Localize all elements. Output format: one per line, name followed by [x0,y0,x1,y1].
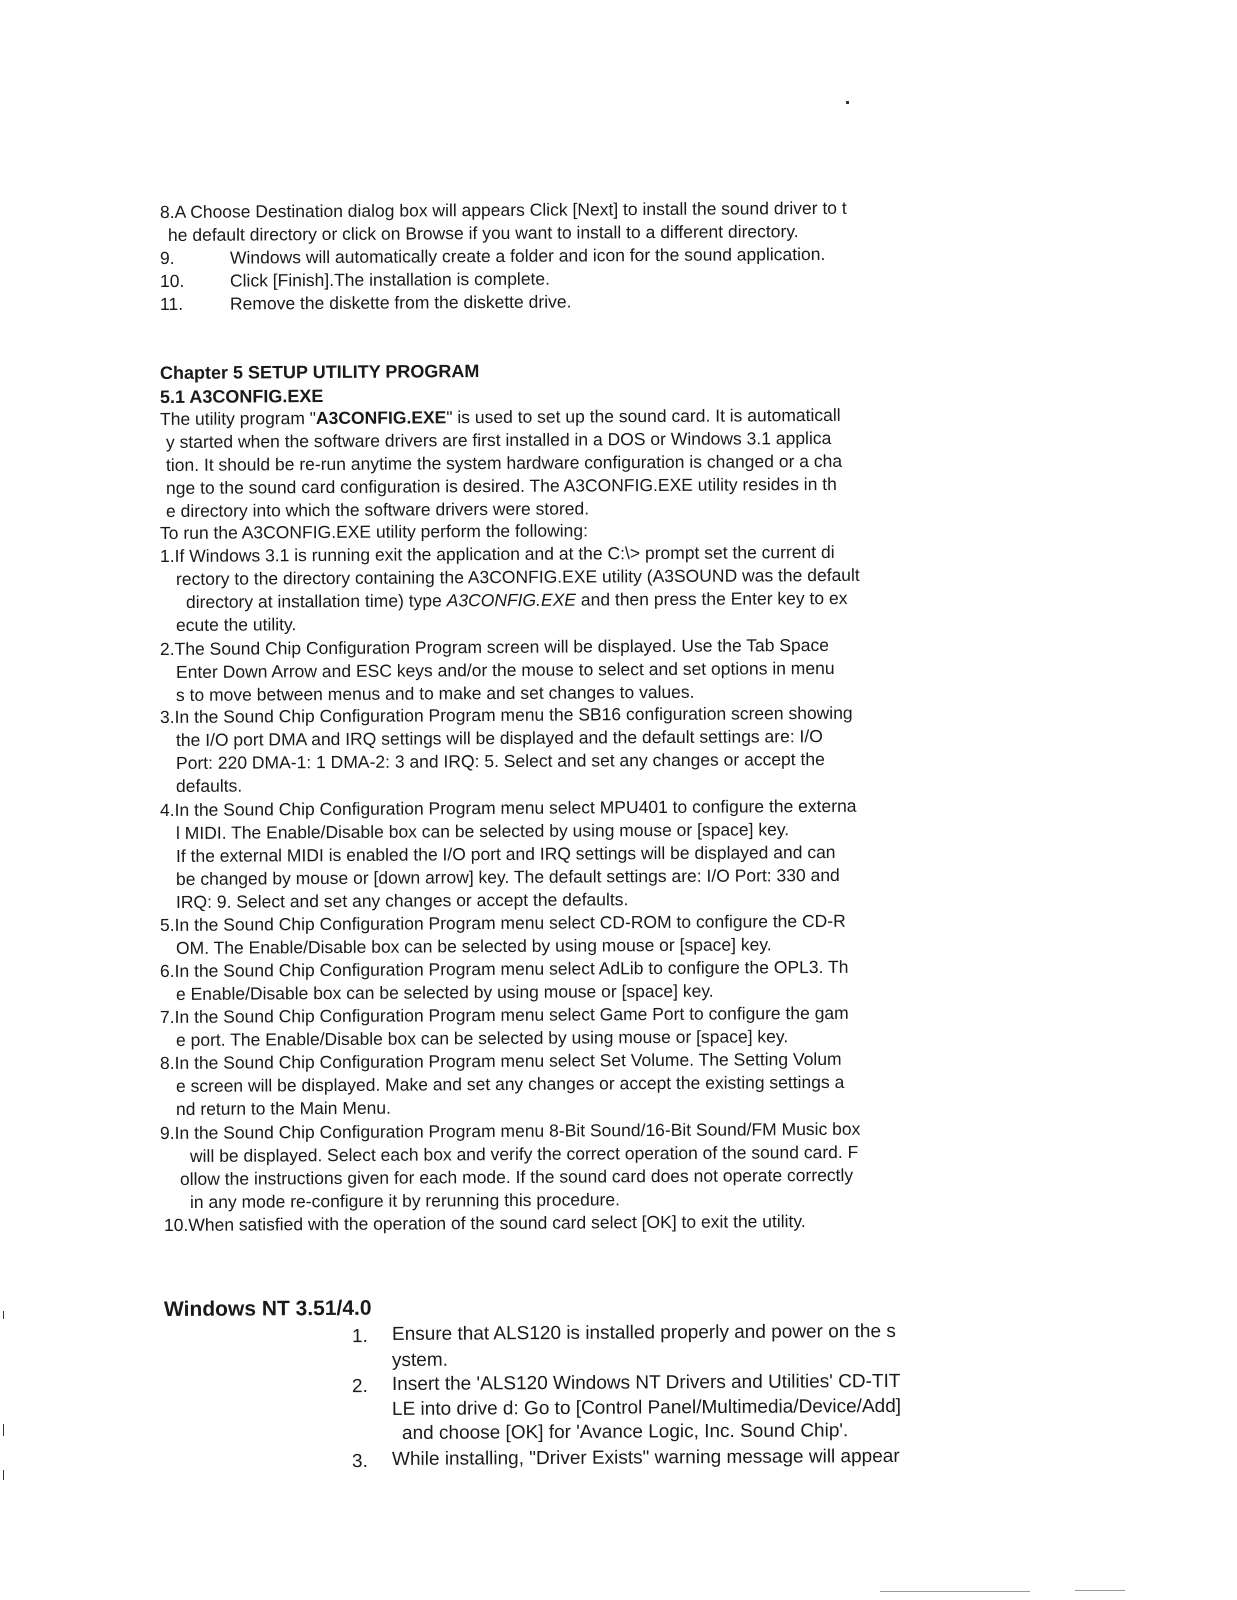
utility-name-bold: A3CONFIG.EXE [315,407,447,429]
proc-step-9-line-4: in any mode re-configure it by rerunning this procedure. [189,1189,621,1212]
intro-line-4: nge to the sound card configuration is desired. The A3CONFIG.EXE utility resides in th [165,473,837,498]
proc-text: directory at installation time) type [185,590,447,612]
proc-step-2-line-2: Enter Down Arrow and ESC keys and/or the mouse to select and set options in menu [175,657,835,682]
step-text: Remove the diskette from the diskette drive. [229,291,572,314]
nt-step-1-line-2: ystem. [391,1349,449,1371]
intro-text: " is used to set up the sound card. It is automaticall [446,404,841,428]
proc-step-9-line-1: 9.In the Sound Chip Configuration Program menu 8-Bit Sound/16-Bit Sound/FM Music box [159,1118,861,1143]
proc-step-3-line-4: defaults. [175,775,243,796]
intro-text: The utility program " [159,408,317,429]
proc-step-8-line-3: nd return to the Main Menu. [175,1097,392,1119]
step-number: 9. [159,247,175,268]
proc-text: and then press the Enter key to ex [575,587,848,610]
step-number: 11. [159,293,184,314]
nt-step-2-line-2: LE into drive d: Go to [Control Panel/Multimedia/Device/Add] [391,1395,902,1420]
proc-step-9-line-3: ollow the instructions given for each mode. If the sound card does not operate correctly [179,1164,854,1189]
intro-line-6: To run the A3CONFIG.EXE utility perform the following: [159,520,589,543]
proc-step-2-line-3: s to move between menus and to make and set changes to values. [175,681,695,705]
install-step-8a-line-1: 8.A Choose Destination dialog box will appears Click [Next] to install the sound driver to t [159,197,847,222]
proc-step-4-line-3: If the external MIDI is enabled the I/O port and IRQ settings will be displayed and can [175,841,836,866]
nt-step-number: 2. [351,1376,368,1398]
install-step-8a-line-2: he default directory or click on Browse if you want to install to a different directory. [167,221,799,245]
intro-line-3: tion. It should be re-run anytime the system hardware configuration is changed or a cha [165,450,843,475]
intro-line-5: e directory into which the software drivers were stored. [165,498,590,521]
nt-step-number: 1. [351,1326,368,1348]
nt-step-2-line-1: Insert the 'ALS120 Windows NT Drivers and Utilities' CD-TIT [391,1370,901,1395]
proc-step-6-line-1: 6.In the Sound Chip Configuration Program menu select AdLib to configure the OPL3. Th [159,956,849,981]
proc-step-3-line-3: Port: 220 DMA-1: 1 DMA-2: 3 and IRQ: 5. Select and set any changes or accept the [175,749,825,773]
section-title: 5.1 A3CONFIG.EXE [159,386,324,407]
proc-step-10: 10.When satisfied with the operation of the sound card select [OK] to exit the utility. [163,1211,806,1235]
scan-edge-mark [1075,1590,1125,1591]
scan-speck [3,1311,4,1319]
proc-step-6-line-2: e Enable/Disable box can be selected by using mouse or [space] key. [175,980,714,1004]
proc-step-4-line-2: l MIDI. The Enable/Disable box can be selected by using mouse or [space] key. [175,819,790,843]
proc-step-2-line-1: 2.The Sound Chip Configuration Program screen will be displayed. Use the Tab Space [159,634,829,659]
proc-step-4-line-1: 4.In the Sound Chip Configuration Program menu select MPU401 to configure the externa [159,795,857,820]
install-step-11 [160,288,1040,316]
proc-step-7-line-1: 7.In the Sound Chip Configuration Program menu select Game Port to configure the gam [159,1002,849,1027]
proc-step-4-line-5: IRQ: 9. Select and set any changes or accept the defaults. [175,889,629,912]
intro-line-2: y started when the software drivers are first installed in a DOS or Windows 3.1 applica [165,427,832,452]
scan-speck [3,1424,4,1436]
nt-step-2-line-3: and choose [OK] for 'Avance Logic, Inc. Sound Chip'. [401,1420,849,1444]
proc-step-3-line-1: 3.In the Sound Chip Configuration Program menu the SB16 configuration screen showing [159,702,853,727]
nt-step-number: 3. [351,1451,368,1473]
proc-step-1-line-4: ecute the utility. [175,614,297,635]
nt-step-3-line-1: While installing, "Driver Exists" warning message will appear [391,1445,900,1470]
scan-edge-mark [880,1591,1030,1592]
proc-step-8-line-2: e screen will be displayed. Make and set any changes or accept the existing settings a [175,1071,845,1096]
step-number: 10. [159,270,185,291]
proc-step-5-line-2: OM. The Enable/Disable box can be selected by using mouse or [space] key. [175,934,772,958]
nt-step-1-line-1: Ensure that ALS120 is installed properly and power on the s [391,1320,896,1345]
proc-step-5-line-1: 5.In the Sound Chip Configuration Program menu select CD-ROM to configure the CD-R [159,910,846,935]
proc-step-4-line-4: be changed by mouse or [down arrow] key. The default settings are: I/O Port: 330 and [175,864,840,889]
step-text: Click [Finish].The installation is complete. [229,268,551,291]
proc-step-9-line-2: will be displayed. Select each box and verify the correct operation of the sound card. F [189,1141,859,1166]
utility-name-italic: A3CONFIG.EXE [446,589,577,611]
proc-step-8-line-1: 8.In the Sound Chip Configuration Program menu select Set Volume. The Setting Volum [159,1048,842,1073]
step-text: Windows will automatically create a folder and icon for the sound application. [229,243,826,268]
scan-speck [846,101,849,104]
chapter-title: Chapter 5 SETUP UTILITY PROGRAM [159,361,480,383]
proc-step-3-line-2: the I/O port DMA and IRQ settings will be displayed and the default settings are: I/O [175,726,823,750]
proc-step-1-line-2: rectory to the directory containing the A3CONFIG.EXE utility (A3SOUND was the default [175,564,860,589]
scan-speck [3,1470,4,1480]
proc-step-7-line-2: e port. The Enable/Disable box can be selected by using mouse or [space] key. [175,1026,789,1050]
proc-step-1-line-1: 1.If Windows 3.1 is running exit the application and at the C:\> prompt set the current di [159,541,835,566]
nt-section-title: Windows NT 3.51/4.0 [163,1296,372,1321]
